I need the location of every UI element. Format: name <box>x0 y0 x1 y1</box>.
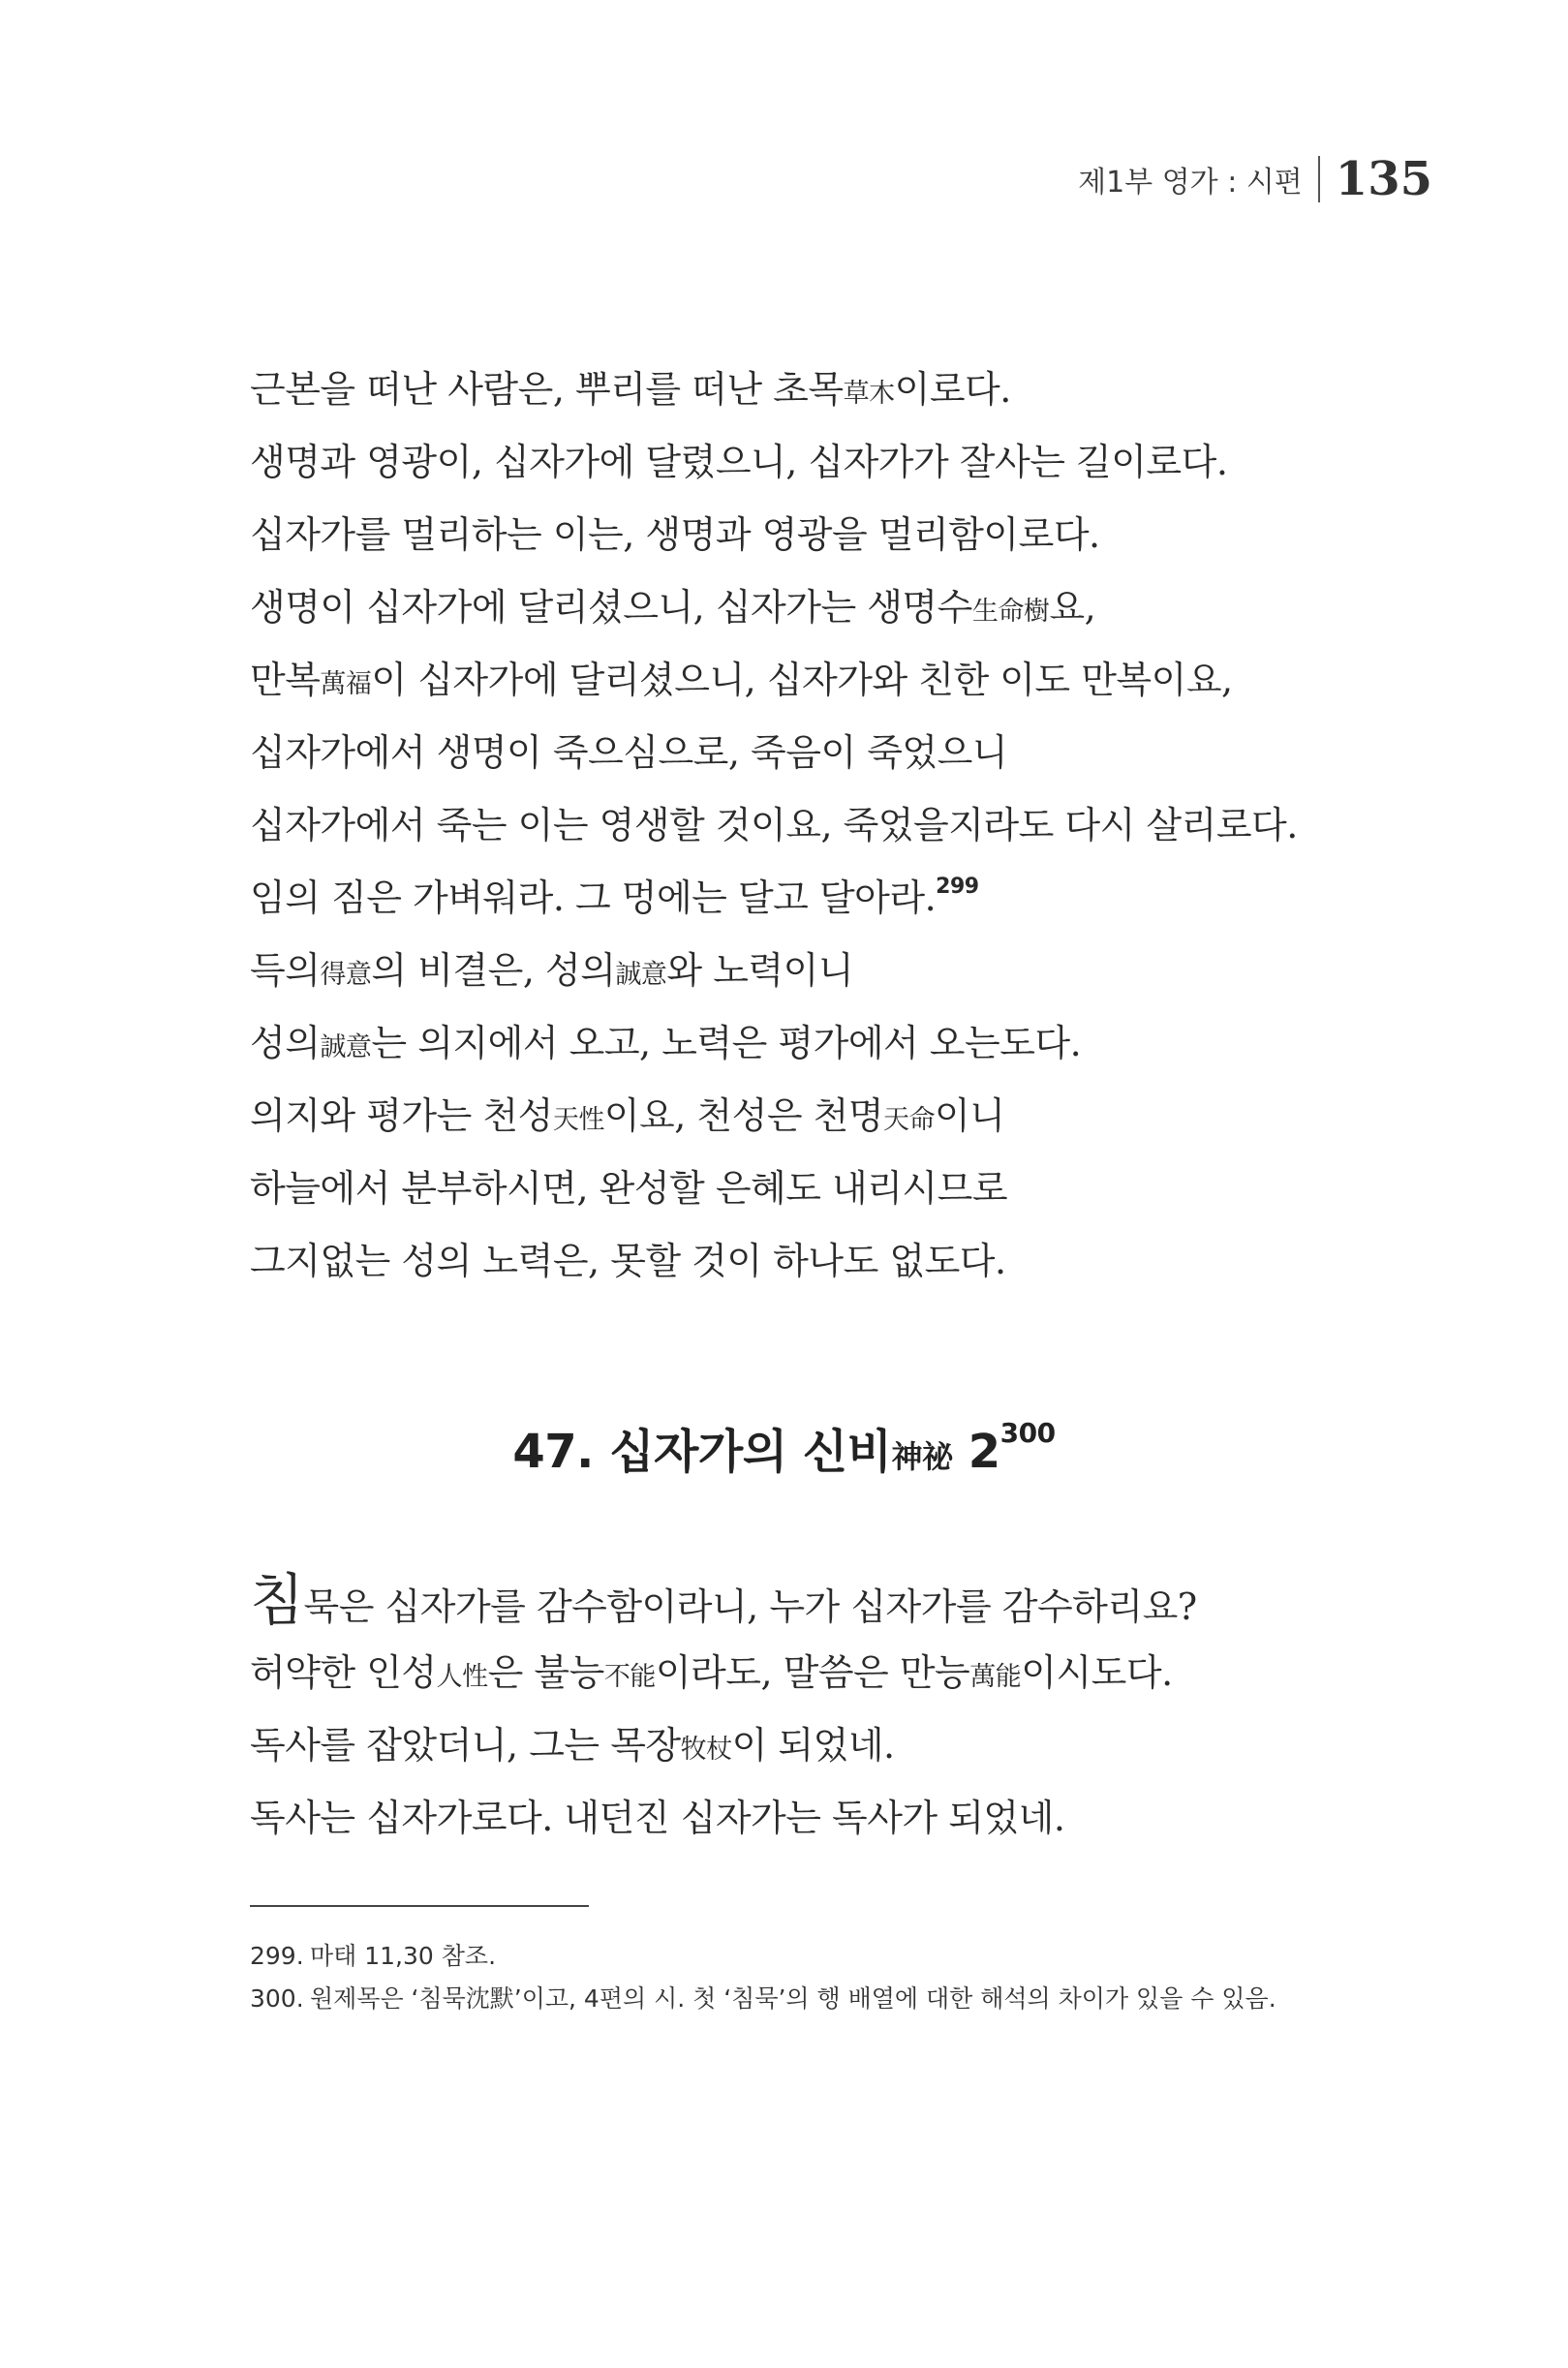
footnote-ref[interactable]: 299 <box>936 875 979 899</box>
poem-line <box>250 935 1412 1007</box>
line-text: 근본을 떠난 사람은, 뿌리를 떠난 초목 <box>250 368 844 411</box>
poem-line <box>250 354 1412 426</box>
poem-first <box>250 354 1412 1298</box>
heading-text: 47. 십자가의 신비 <box>512 1425 892 1479</box>
line-text: 독사를 잡았더니, 그는 목장 <box>250 1724 681 1767</box>
line-text: 득의 <box>250 949 321 992</box>
line-text: 은 불능 <box>487 1651 604 1694</box>
poem-line <box>250 1709 1412 1782</box>
poem-line <box>250 499 1412 571</box>
line-text: 이라도, 말씀은 만능 <box>655 1651 970 1694</box>
line-text: 성의 <box>250 1022 321 1064</box>
line-text: 생명이 십자가에 달리셨으니, 십자가는 생명수 <box>250 586 972 629</box>
line-text: 십자가를 멀리하는 이는, 생명과 영광을 멀리함이로다. <box>250 513 1100 556</box>
poem-line <box>250 1080 1412 1153</box>
line-text: 십자가에서 죽는 이는 영생할 것이요, 죽었을지라도 다시 살리로다. <box>250 804 1298 846</box>
poem-line <box>250 644 1412 717</box>
poem-line <box>250 789 1412 862</box>
line-text: 요, <box>1049 586 1096 629</box>
poem-second <box>250 1564 1412 1855</box>
line-text: 의지와 평가는 천성 <box>250 1094 553 1137</box>
hanja-gloss: 萬福 <box>320 669 372 699</box>
running-head-section: 제1부 영가 : 시편 <box>1078 166 1303 200</box>
heading-tail: 2 <box>952 1425 1000 1479</box>
footnote-text: 원제목은 ‘침묵沈默’이고, 4편의 시. 첫 ‘침묵’의 행 배열에 대한 해석의 차이가 있을 수 있음. <box>310 1984 1276 2013</box>
line-text: 이 십자가에 달리셨으니, 십자가와 친한 이도 만복이요, <box>371 659 1233 701</box>
line-text: 이니 <box>935 1094 1005 1137</box>
line-text: 십자가에서 생명이 죽으심으로, 죽음이 죽었으니 <box>250 731 1008 774</box>
footnote-text: 마태 11,30 참조. <box>310 1942 497 1970</box>
hanja-gloss: 生命樹 <box>971 597 1050 627</box>
running-head <box>1078 152 1432 206</box>
line-text: 독사는 십자가로다. 내던진 십자가는 독사가 되었네. <box>250 1797 1065 1839</box>
poem-line <box>250 1782 1412 1855</box>
line-text: 이시도다. <box>1021 1651 1173 1694</box>
line-text: 이요, 천성은 천명 <box>603 1094 884 1137</box>
line-text: 와 노력이니 <box>666 949 854 992</box>
poem-line <box>250 571 1412 644</box>
poem-line <box>250 1153 1412 1225</box>
hanja-gloss: 天性 <box>552 1105 604 1135</box>
line-text: 임의 짐은 가벼워라. 그 멍에는 달고 달아라. <box>250 876 937 919</box>
line-text: 그지없는 성의 노력은, 못할 것이 하나도 없도다. <box>250 1240 1006 1282</box>
hanja-gloss: 不能 <box>603 1662 656 1692</box>
line-text: 는 의지에서 오고, 노력은 평가에서 오는도다. <box>371 1022 1082 1064</box>
hanja-gloss: 得意 <box>320 960 372 990</box>
line-text: 묵은 십자가를 감수함이라니, 누가 십자가를 감수하리요? <box>303 1585 1197 1628</box>
footnote-300 <box>250 1978 1325 2020</box>
line-text: 의 비결은, 성의 <box>371 949 616 992</box>
line-text: 허약한 인성 <box>250 1651 437 1694</box>
footnote-number: 300. <box>250 1984 304 2013</box>
page-number: 135 <box>1335 152 1432 206</box>
poem-line <box>250 717 1412 789</box>
line-text: 하늘에서 분부하시면, 완성할 은혜도 내리시므로 <box>250 1167 1008 1210</box>
hanja-gloss: 萬能 <box>969 1662 1022 1692</box>
poem-line <box>250 426 1412 499</box>
hanja-gloss: 誠意 <box>320 1032 372 1062</box>
poem-line <box>250 1637 1412 1709</box>
footnote-299 <box>250 1935 1325 1978</box>
hanja-gloss: 牧杖 <box>680 1735 732 1765</box>
footnote-number: 299. <box>250 1942 304 1970</box>
poem-line <box>250 1007 1412 1080</box>
line-text: 이로다. <box>894 368 1011 411</box>
drop-cap: 침 <box>250 1567 304 1633</box>
running-head-divider <box>1318 156 1320 202</box>
line-text: 만복 <box>250 659 321 701</box>
line-text: 생명과 영광이, 십자가에 달렸으니, 십자가가 잘사는 길이로다. <box>250 441 1228 483</box>
line-text: 이 되었네. <box>731 1724 895 1767</box>
poem-line <box>250 862 1412 935</box>
footnotes <box>250 1935 1325 2020</box>
heading-footnote-ref[interactable]: 300 <box>999 1417 1056 1449</box>
section-heading <box>0 1414 1568 1481</box>
hanja-gloss: 人性 <box>436 1662 488 1692</box>
hanja-gloss: 天命 <box>883 1105 936 1135</box>
poem-line <box>250 1564 1412 1637</box>
hanja-gloss: 誠意 <box>615 960 667 990</box>
footnote-separator <box>250 1905 589 1907</box>
heading-hanja: 神祕 <box>891 1438 953 1475</box>
hanja-gloss: 草木 <box>843 379 895 409</box>
poem-line <box>250 1225 1412 1298</box>
